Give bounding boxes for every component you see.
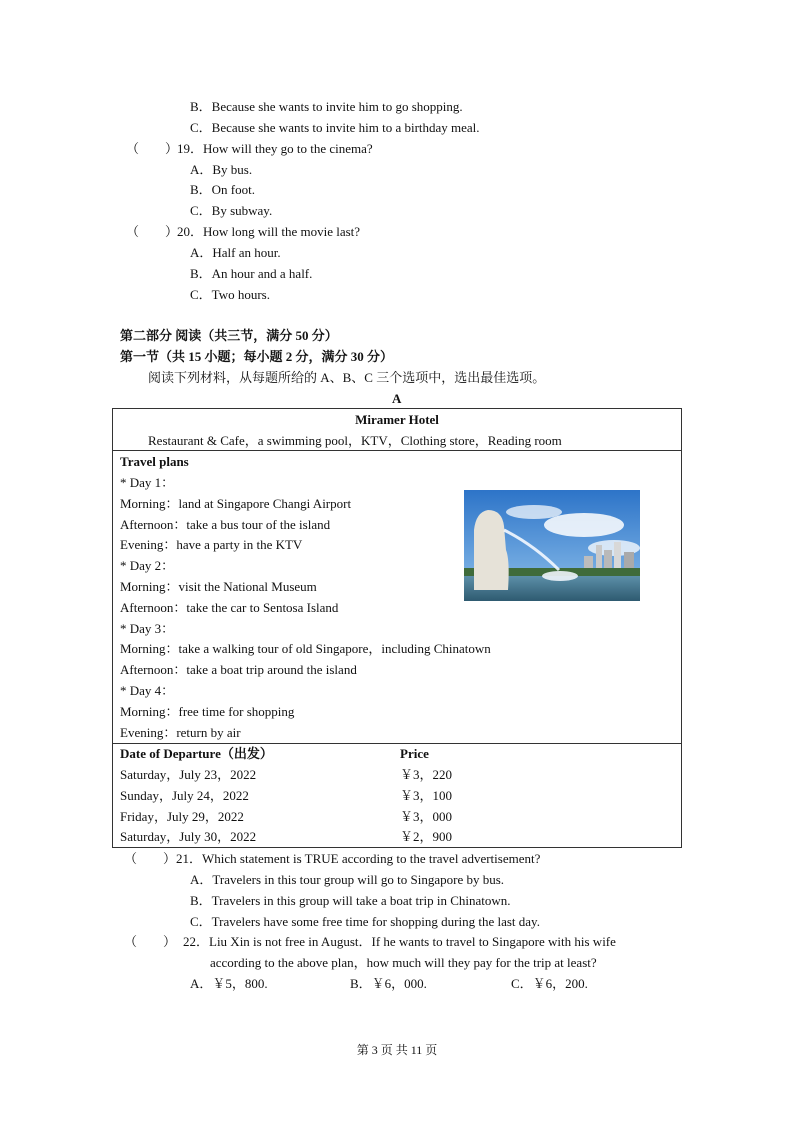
- plan-line: Afternoon：take the car to Sentosa Island: [120, 600, 339, 615]
- departure-price: ￥3，100: [400, 788, 453, 803]
- plan-line: Morning：take a walking tour of old Singapore，including Chinatown: [120, 641, 491, 656]
- q19-option-b: B．On foot.: [190, 182, 256, 197]
- section-title: 第一节（共 15 小题；每小题 2 分，满分 30 分）: [120, 349, 394, 364]
- q19-option-a: A．By bus.: [190, 162, 253, 177]
- q22-option-b: B．￥6，000.: [350, 976, 427, 991]
- plan-line: * Day 4：: [120, 683, 175, 698]
- q21-option-c: C．Travelers have some free time for shopping during the last day.: [190, 914, 540, 929]
- plan-line: * Day 3：: [120, 621, 175, 636]
- departure-date: Friday，July 29，2022: [120, 809, 244, 824]
- q20-option-b: B．An hour and a half.: [190, 266, 313, 281]
- travel-plans-heading: Travel plans: [120, 454, 189, 469]
- part-title: 第二部分 阅读（共三节，满分 50 分）: [120, 328, 338, 343]
- q18-option-c: C．Because she wants to invite him to a birthday meal.: [190, 120, 480, 135]
- q20-option-c: C．Two hours.: [190, 287, 270, 302]
- page-footer: 第 3 页 共 11 页: [356, 1043, 438, 1057]
- q21-answer-paren[interactable]: （ ）: [124, 851, 177, 866]
- plan-line: Morning：visit the National Museum: [120, 579, 317, 594]
- q22-stem-line2: according to the above plan，how much will they pay for the trip at least?: [210, 955, 597, 970]
- q21-option-b: B．Travelers in this group will take a boat trip in Chinatown.: [190, 893, 511, 908]
- hotel-name: Miramer Hotel: [355, 412, 439, 427]
- q21-stem: 21．Which statement is TRUE according to the travel advertisement?: [176, 851, 541, 866]
- plan-line: Afternoon：take a bus tour of the island: [120, 517, 331, 532]
- plan-line: Evening：have a party in the KTV: [120, 537, 303, 552]
- q22-stem-line1: 22．Liu Xin is not free in August．If he wants to travel to Singapore with his wife: [183, 934, 616, 949]
- ad-divider-bottom: [112, 743, 682, 744]
- q21-option-a: A．Travelers in this tour group will go to Singapore by bus.: [190, 872, 505, 887]
- q22-option-c: C．￥6，200.: [511, 976, 588, 991]
- hotel-facilities: Restaurant & Cafe，a swimming pool，KTV，Clothing store，Reading room: [148, 433, 562, 448]
- plan-line: * Day 2：: [120, 558, 175, 573]
- q20-stem: 20．How long will the movie last?: [177, 224, 361, 239]
- departure-header: Date of Departure（出发）: [120, 746, 273, 761]
- ad-divider-top: [112, 450, 682, 451]
- q20-option-a: A．Half an hour.: [190, 245, 281, 260]
- plan-line: * Day 1：: [120, 475, 175, 490]
- q22-answer-paren[interactable]: （ ）: [124, 934, 177, 949]
- price-header: Price: [400, 746, 429, 761]
- departure-date: Saturday，July 30，2022: [120, 829, 257, 844]
- q20-answer-paren[interactable]: （ ）: [126, 224, 179, 239]
- passage-label: A: [392, 391, 402, 406]
- departure-date: Saturday，July 23，2022: [120, 767, 257, 782]
- departure-date: Sunday，July 24，2022: [120, 788, 249, 803]
- q22-option-a: A．￥5，800.: [190, 976, 268, 991]
- plan-line: Morning：free time for shopping: [120, 704, 295, 719]
- plan-line: Morning：land at Singapore Changi Airport: [120, 496, 352, 511]
- plan-line: Evening：return by air: [120, 725, 241, 740]
- q19-stem: 19．How will they go to the cinema?: [177, 141, 373, 156]
- plan-line: Afternoon：take a boat trip around the island: [120, 662, 357, 677]
- departure-price: ￥2，900: [400, 829, 453, 844]
- departure-price: ￥3，220: [400, 767, 453, 782]
- merlion-photo: [464, 490, 640, 601]
- instruction: 阅读下列材料，从每题所给的 A、B、C 三个选项中，选出最佳选项。: [148, 370, 546, 385]
- departure-price: ￥3，000: [400, 809, 453, 824]
- q18-option-b: B．Because she wants to invite him to go shopping.: [190, 99, 463, 114]
- q19-answer-paren[interactable]: （ ）: [126, 141, 179, 156]
- q19-option-c: C．By subway.: [190, 203, 273, 218]
